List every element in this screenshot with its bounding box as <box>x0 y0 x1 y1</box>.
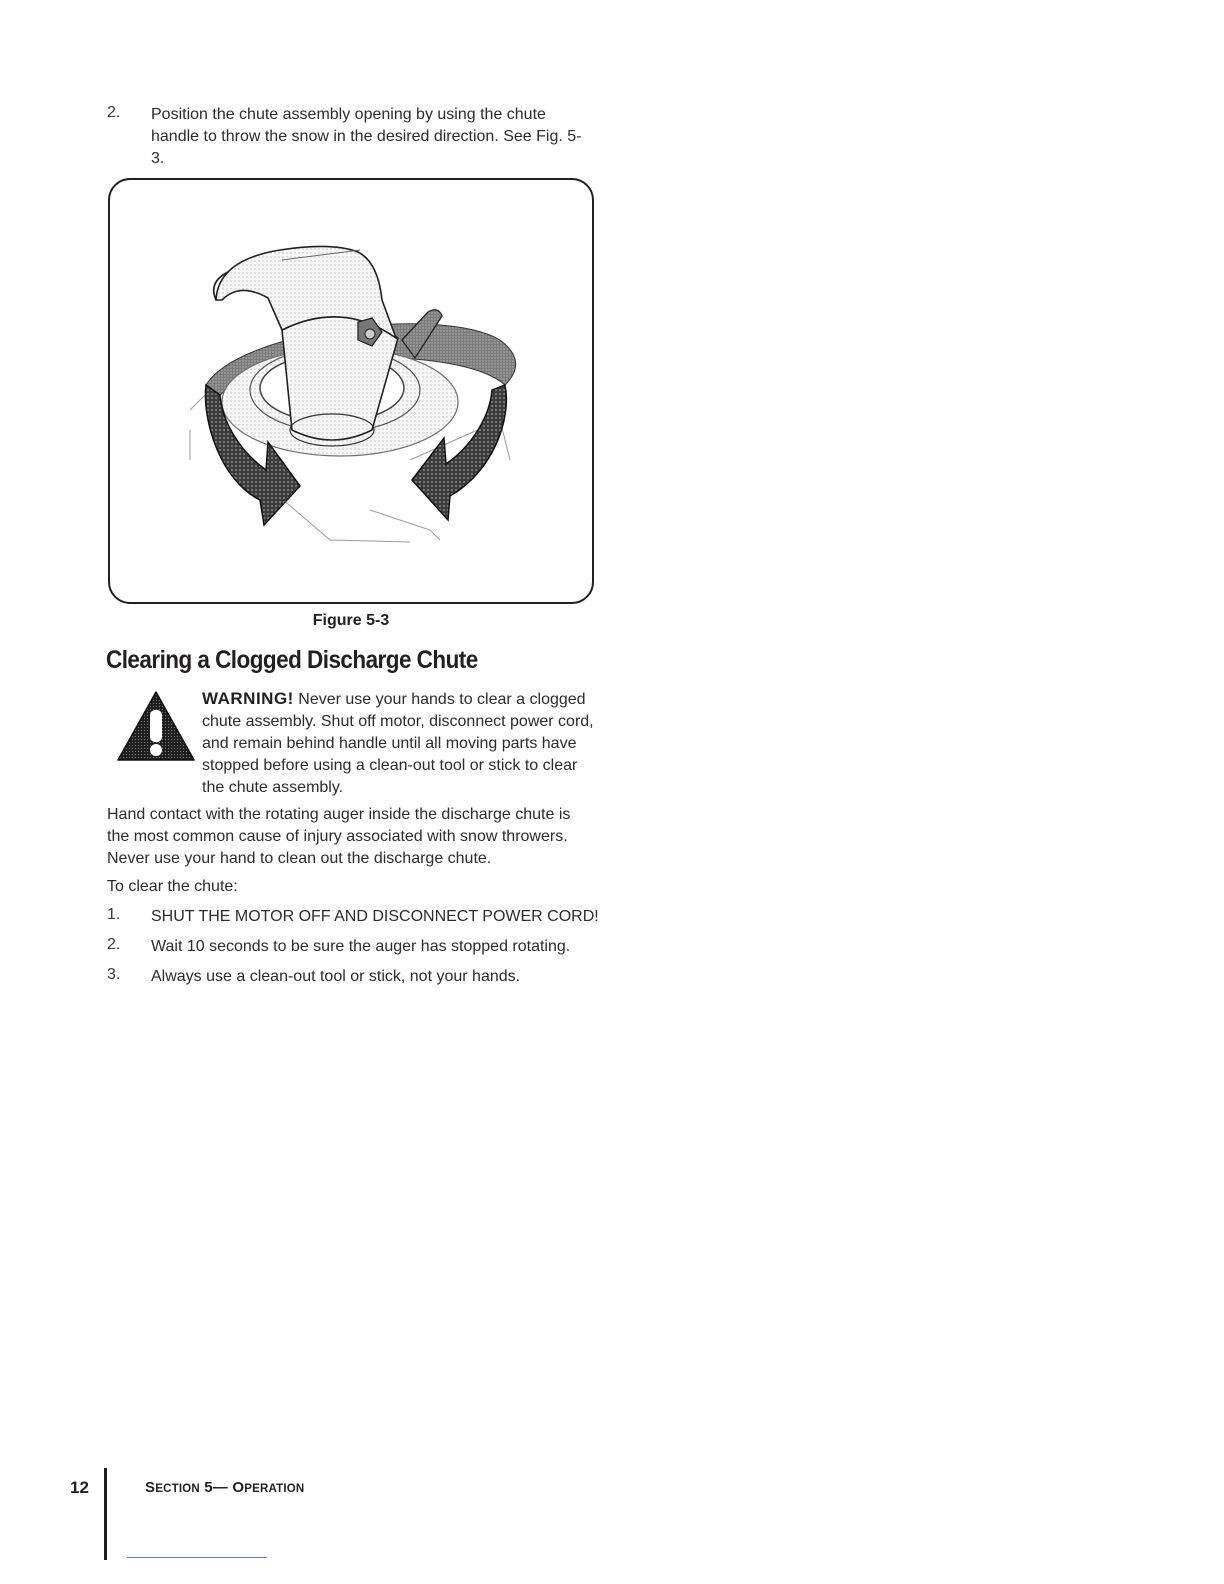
chute-rotation-illustration <box>110 180 592 602</box>
step-text: SHUT THE MOTOR OFF AND DISCONNECT POWER CORD! <box>151 908 599 925</box>
operation-initial: O <box>232 1479 245 1496</box>
footer-divider <box>104 1468 107 1560</box>
warning-text <box>202 688 598 799</box>
step-text: Always use a clean-out tool or stick, not your hands. <box>151 968 521 985</box>
clear-intro: To clear the chute: <box>107 878 238 895</box>
step-number: 2. <box>107 104 121 121</box>
operation-word: PERATION <box>244 1483 305 1495</box>
hazard-paragraph: Hand contact with the rotating auger inside the discharge chute is the most common cause of injury associated with snow throwers. Never use your hand to clean out the discharge chute. <box>107 806 571 867</box>
section-word: ECTION <box>155 1483 200 1495</box>
warning-triangle-icon <box>116 690 196 762</box>
warning-label: WARNING! <box>202 689 294 708</box>
figure-frame <box>108 178 594 604</box>
figure-caption: Figure 5-3 <box>312 612 390 629</box>
list-item <box>107 906 607 930</box>
section-number: 5— <box>199 1479 233 1496</box>
section-heading: Clearing a Clogged Discharge Chute <box>106 646 478 674</box>
step-number: 3. <box>107 966 121 983</box>
warning-message: Never use your hands to clear a clogged chute assembly. Shut off motor, disconnect power cord, and remain behind handle until all moving parts have stopped before using a clean-out tool or stick to clear the chute assembly. <box>202 691 594 796</box>
step-number: 2. <box>107 936 121 953</box>
list-item <box>107 966 607 990</box>
page-number: 12 <box>70 1478 89 1497</box>
step-text: Wait 10 seconds to be sure the auger has stopped rotating. <box>151 938 571 955</box>
footer-section-title <box>145 1479 304 1496</box>
step-number: 1. <box>107 906 121 923</box>
step-text: Position the chute assembly opening by using the chute handle to throw the snow in the desired direction. See Fig. 5-3. <box>151 106 582 167</box>
link-underline <box>127 1557 267 1558</box>
section-initial: S <box>145 1479 156 1496</box>
list-item <box>107 936 607 960</box>
